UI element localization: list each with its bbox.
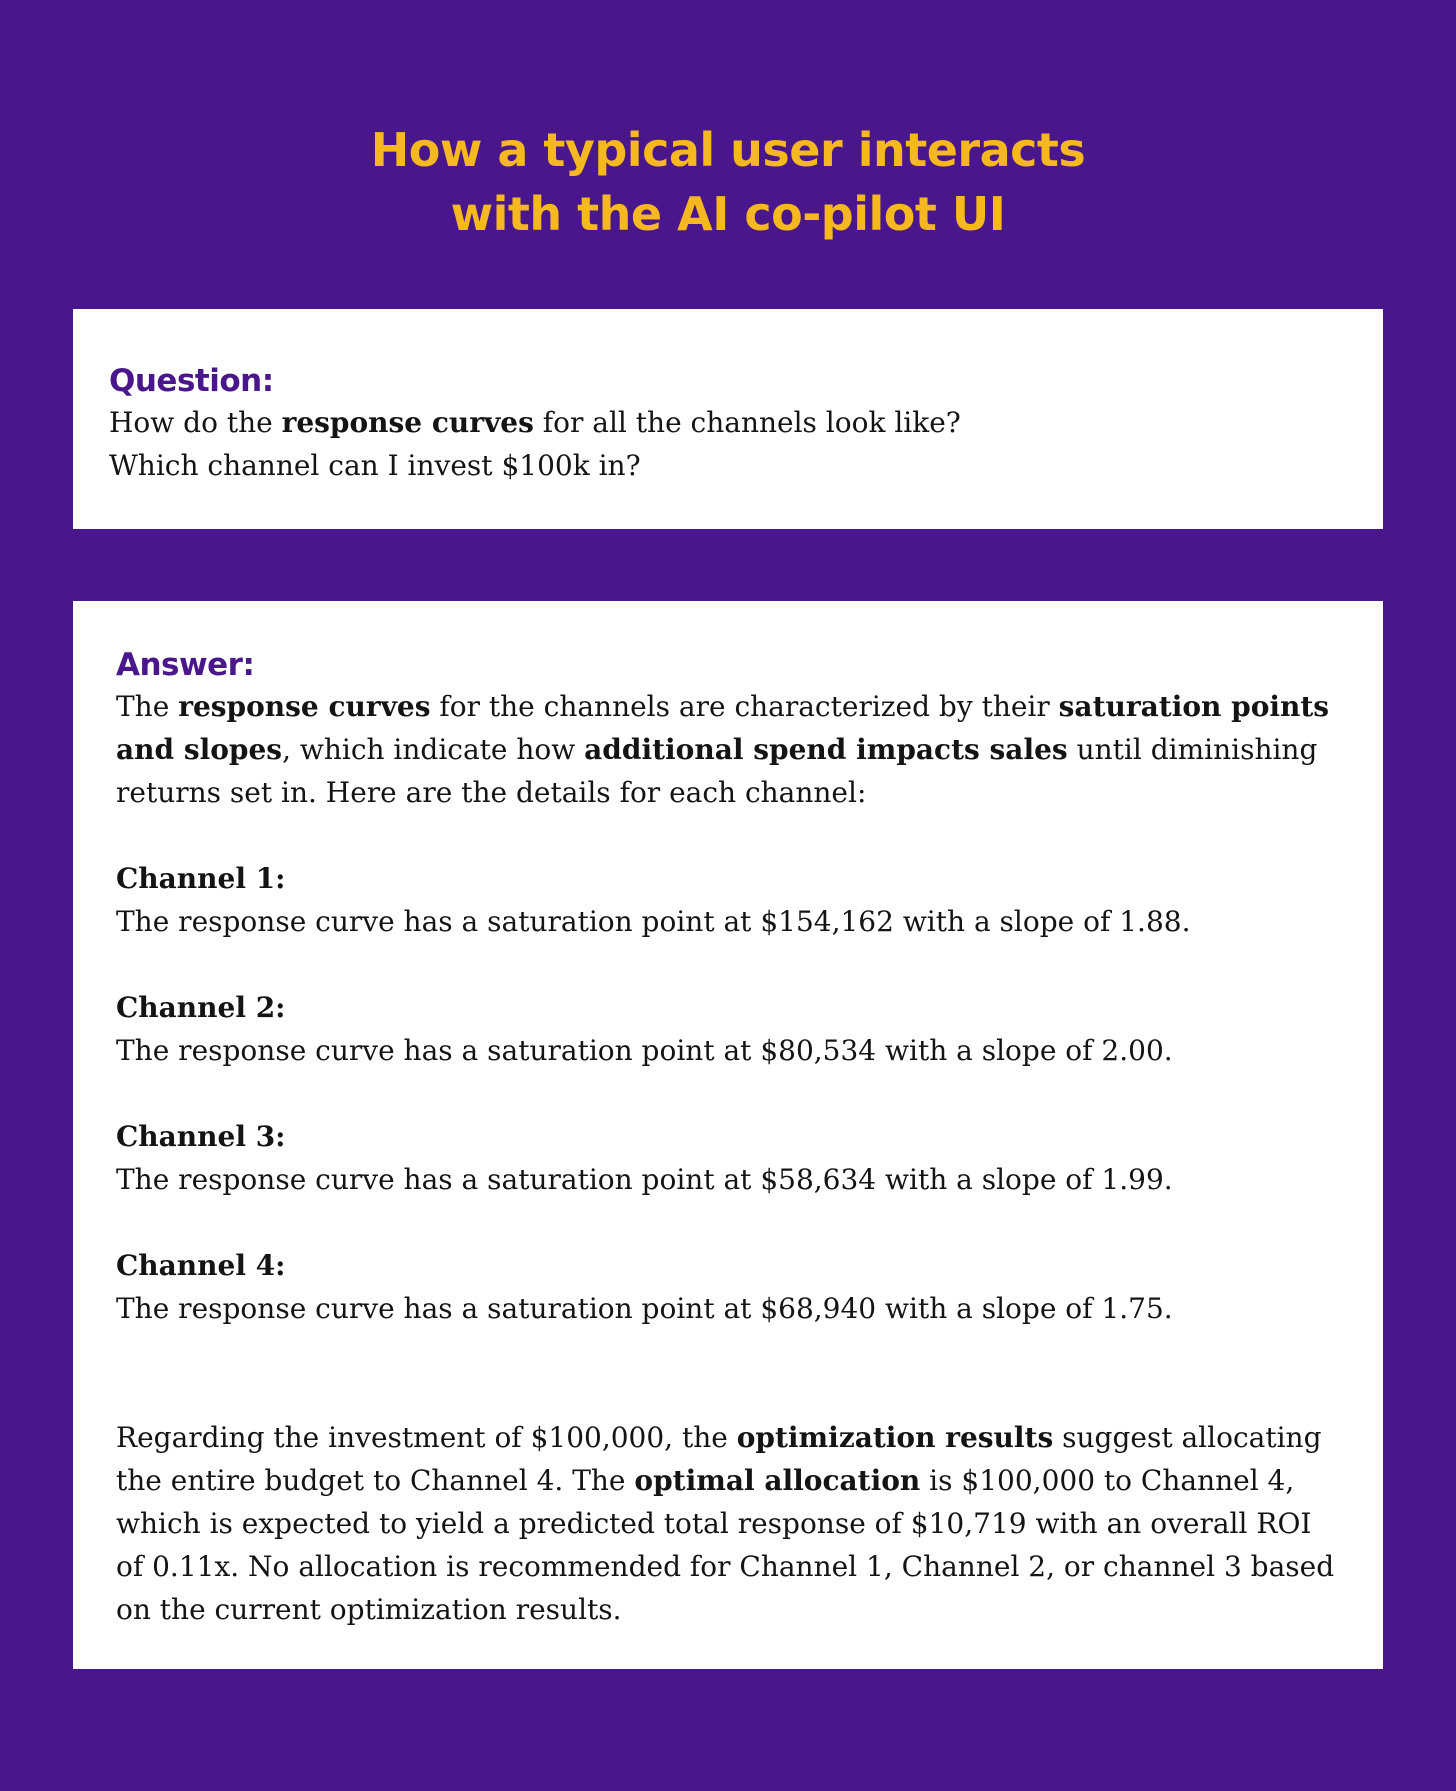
channel-1-label: Channel 1: xyxy=(116,862,286,895)
answer-conclusion-t3: is $100,000 to Channel 4, which is expected to yield a predicted total response of $10,719 with an overall ROI of 0.11x. No allocation is recommended for Channel 1, Channel 2, or channel 3 based on the current optimization results. xyxy=(116,1464,1335,1626)
channel-1-text: The response curve has a saturation point at $154,162 with a slope of 1.88. xyxy=(116,905,1191,938)
question-line-1-pre: How do the xyxy=(109,406,282,439)
question-line-1 xyxy=(109,401,1347,444)
answer-text xyxy=(116,685,1340,1631)
channel-3-name xyxy=(116,1115,1340,1158)
question-text xyxy=(109,401,1347,487)
page-title xyxy=(0,118,1456,246)
page-title-line-2: with the AI co-pilot UI xyxy=(450,187,1006,241)
channel-3-label: Channel 3: xyxy=(116,1120,286,1153)
question-line-2: Which channel can I invest $100k in? xyxy=(109,449,641,482)
channel-4-label: Channel 4: xyxy=(116,1249,286,1282)
answer-conclusion-t1: Regarding the investment of $100,000, the xyxy=(116,1421,737,1454)
channel-2-label: Channel 2: xyxy=(116,991,286,1024)
question-card xyxy=(73,309,1383,529)
question-line-1-post: for all the channels look like? xyxy=(533,406,961,439)
channel-2-name xyxy=(116,986,1340,1029)
channel-3-text: The response curve has a saturation point at $58,634 with a slope of 1.99. xyxy=(116,1163,1173,1196)
answer-intro-t2: for the channels are characterized by their xyxy=(430,690,1059,723)
question-line-1-bold: response curves xyxy=(281,406,534,439)
answer-intro-t3: , which indicate how xyxy=(282,733,585,766)
answer-conclusion-b1: optimization results xyxy=(736,1421,1054,1454)
answer-intro-b3: additional spend impacts sales xyxy=(584,733,1068,766)
channel-2-text: The response curve has a saturation point at $80,534 with a slope of 2.00. xyxy=(116,1034,1173,1067)
spacer xyxy=(116,943,1340,986)
answer-intro xyxy=(116,685,1340,814)
page-title-line-1: How a typical user interacts xyxy=(370,123,1086,177)
spacer xyxy=(116,814,1340,857)
answer-conclusion xyxy=(116,1416,1340,1631)
question-heading: Question: xyxy=(109,363,274,399)
answer-heading: Answer: xyxy=(116,647,255,683)
answer-conclusion-t2: suggest allocating the entire budget to Channel 4. The xyxy=(116,1421,1322,1497)
channel-4-text: The response curve has a saturation point at $68,940 with a slope of 1.75. xyxy=(116,1292,1173,1325)
spacer xyxy=(116,1330,1340,1416)
answer-intro-t1: The xyxy=(116,690,179,723)
channel-4-name xyxy=(116,1244,1340,1287)
answer-intro-b1: response curves xyxy=(178,690,431,723)
channel-1-name xyxy=(116,857,1340,900)
answer-conclusion-b2: optimal allocation xyxy=(634,1464,921,1497)
answer-intro-t4: until diminishing returns set in. Here are the details for each channel: xyxy=(116,733,1318,809)
answer-intro-b2: saturation points and slopes xyxy=(116,690,1330,766)
spacer xyxy=(116,1072,1340,1115)
spacer xyxy=(116,1201,1340,1244)
answer-card xyxy=(73,601,1383,1669)
